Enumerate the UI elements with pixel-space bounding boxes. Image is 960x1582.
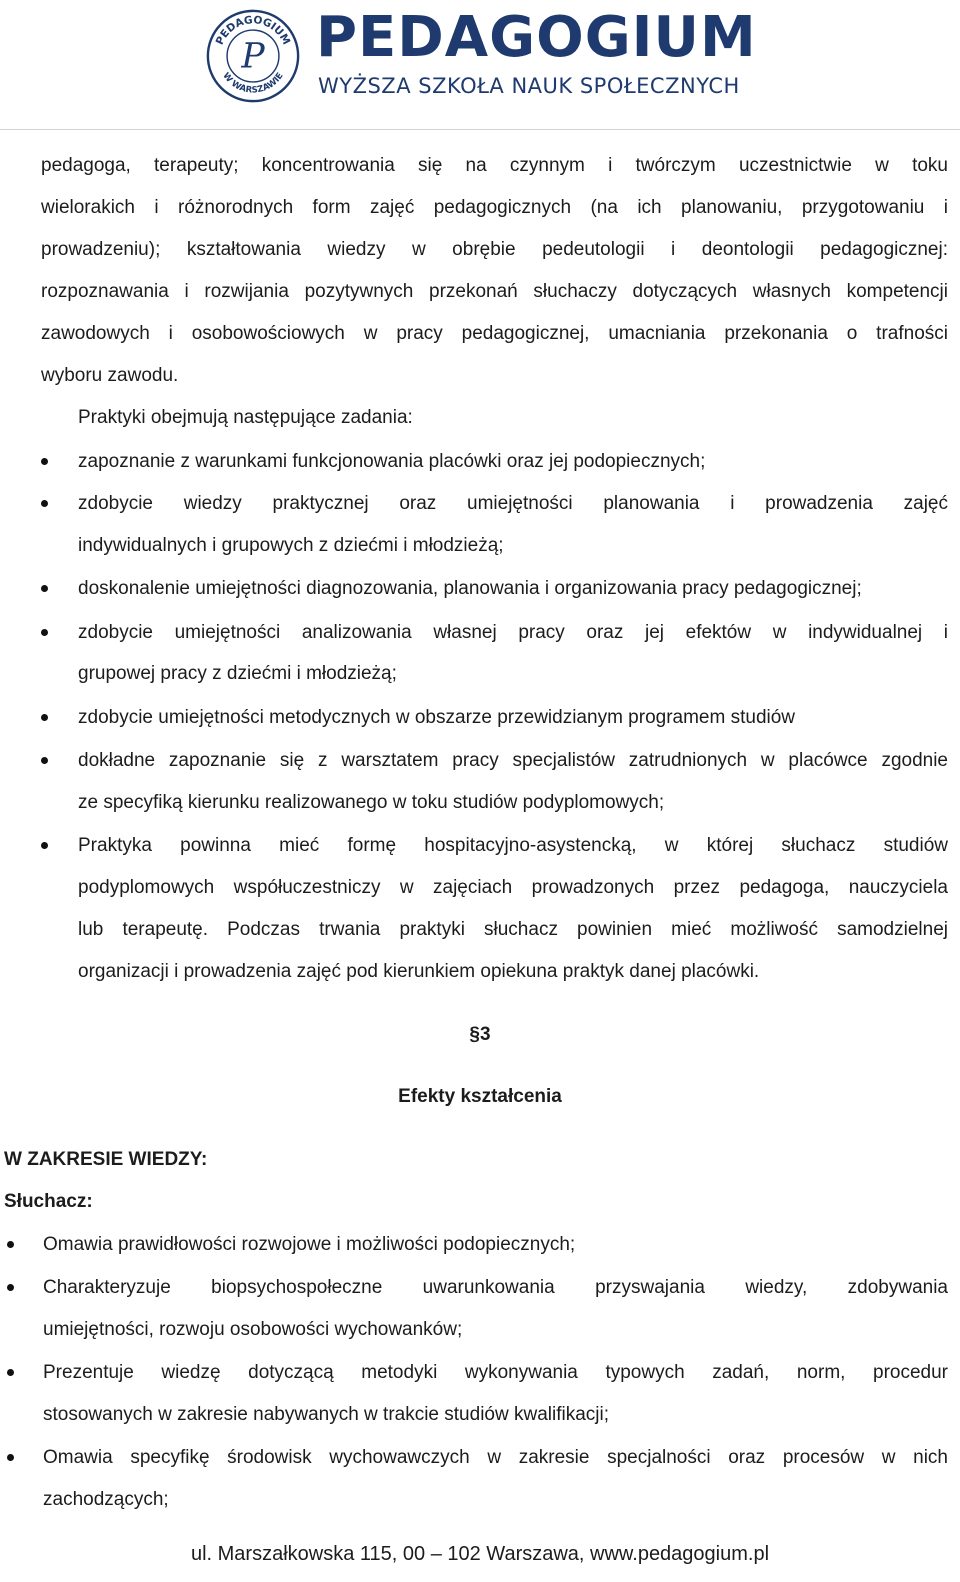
- list-item-continuation: lub terapeutę. Podczas trwania praktyki słuchacz powinien mieć możliwość samodzielnej: [78, 919, 948, 940]
- page-header: [0, 0, 960, 130]
- brand-name: PEDAGOGIUM: [316, 5, 757, 70]
- list-item-continuation: zachodzących;: [43, 1489, 169, 1510]
- bullet-icon: [7, 1284, 14, 1291]
- list-item: Charakteryzuje biopsychospołeczne uwarunkowania przyswajania wiedzy, zdobywania: [43, 1277, 948, 1298]
- bullet-icon: [41, 842, 48, 849]
- list-item: zdobycie wiedzy praktycznej oraz umiejętności planowania i prowadzenia zajęć: [78, 493, 948, 514]
- section-title: Efekty kształcenia: [398, 1086, 562, 1107]
- list-item: zdobycie umiejętności analizowania własnej pracy oraz jej efektów w indywidualnej i: [78, 622, 948, 643]
- seal-bottom-text: W WARSZAWIE: [220, 71, 286, 96]
- header-divider: [0, 129, 960, 130]
- bullet-icon: [41, 585, 48, 592]
- list-item: doskonalenie umiejętności diagnozowania, planowania i organizowania pracy pedagogicznej;: [78, 578, 862, 599]
- knowledge-heading: W ZAKRESIE WIEDZY:: [4, 1149, 208, 1170]
- intro-line: prowadzeniu); kształtowania wiedzy w obrębie pedeutologii i deontologii pedagogicznej:: [41, 239, 948, 260]
- bullet-icon: [41, 629, 48, 636]
- bullet-icon: [41, 714, 48, 721]
- section-number: §3: [469, 1024, 491, 1045]
- list-item: Praktyka powinna mieć formę hospitacyjno-asystencką, w której słuchacz studiów: [78, 835, 948, 856]
- seal-letter: P: [241, 36, 265, 77]
- list-item-continuation: umiejętności, rozwoju osobowości wychowanków;: [43, 1319, 463, 1340]
- intro-line: rozpoznawania i rozwijania pozytywnych przekonań słuchaczy dotyczących własnych kompetencji: [41, 281, 948, 302]
- pedagogium-seal-logo: [205, 8, 301, 104]
- list-item: dokładne zapoznanie się z warsztatem pracy specjalistów zatrudnionych w placówce zgodnie: [78, 750, 948, 771]
- intro-line: wielorakich i różnorodnych form zajęć pedagogicznych (na ich planowaniu, przygotowaniu i: [41, 197, 948, 218]
- bullet-icon: [41, 757, 48, 764]
- list-item: zapoznanie z warunkami funkcjonowania placówki oraz jej podopiecznych;: [78, 451, 706, 472]
- list-item: zdobycie umiejętności metodycznych w obszarze przewidzianym programem studiów: [78, 707, 796, 728]
- student-label: Słuchacz:: [4, 1191, 93, 1212]
- bullet-icon: [7, 1369, 14, 1376]
- page-footer: ul. Marszałkowska 115, 00 – 102 Warszawa, www.pedagogium.pl: [190, 1543, 770, 1565]
- intro-line: zawodowych i osobowościowych w pracy pedagogicznej, umacniania przekonania o trafności: [41, 323, 948, 344]
- list-item-continuation: podyplomowych współuczestniczy w zajęciach prowadzonych przez pedagoga, nauczyciela: [78, 877, 948, 898]
- list-item: Omawia specyfikę środowisk wychowawczych w zakresie specjalności oraz procesów w nich: [43, 1447, 948, 1468]
- intro-line: wyboru zawodu.: [41, 365, 179, 386]
- bullet-icon: [41, 458, 48, 465]
- list-item-continuation: indywidualnych i grupowych z dziećmi i młodzieżą;: [78, 535, 504, 556]
- list-item: Prezentuje wiedzę dotyczącą metodyki wykonywania typowych zadań, norm, procedur: [43, 1362, 948, 1383]
- list-item-continuation: stosowanych w zakresie nabywanych w trakcie studiów kwalifikacji;: [43, 1404, 610, 1425]
- bullet-icon: [7, 1241, 14, 1248]
- intro-line: pedagoga, terapeuty; koncentrowania się na czynnym i twórczym uczestnictwie w toku: [41, 155, 948, 176]
- list-item-continuation: organizacji i prowadzenia zajęć pod kierunkiem opiekuna praktyk danej placówki.: [78, 961, 760, 982]
- list-item-continuation: ze specyfiką kierunku realizowanego w toku studiów podyplomowych;: [78, 792, 665, 813]
- bullet-icon: [41, 500, 48, 507]
- seal-top-text: PEDAGOGIUM: [213, 14, 293, 47]
- list-item-continuation: grupowej pracy z dziećmi i młodzieżą;: [78, 663, 397, 684]
- list-item: Omawia prawidłowości rozwojowe i możliwości podopiecznych;: [43, 1234, 576, 1255]
- tasks-intro: Praktyki obejmują następujące zadania:: [78, 407, 413, 428]
- brand-subtitle: WYŻSZA SZKOŁA NAUK SPOŁECZNYCH: [318, 74, 740, 98]
- bullet-icon: [7, 1454, 14, 1461]
